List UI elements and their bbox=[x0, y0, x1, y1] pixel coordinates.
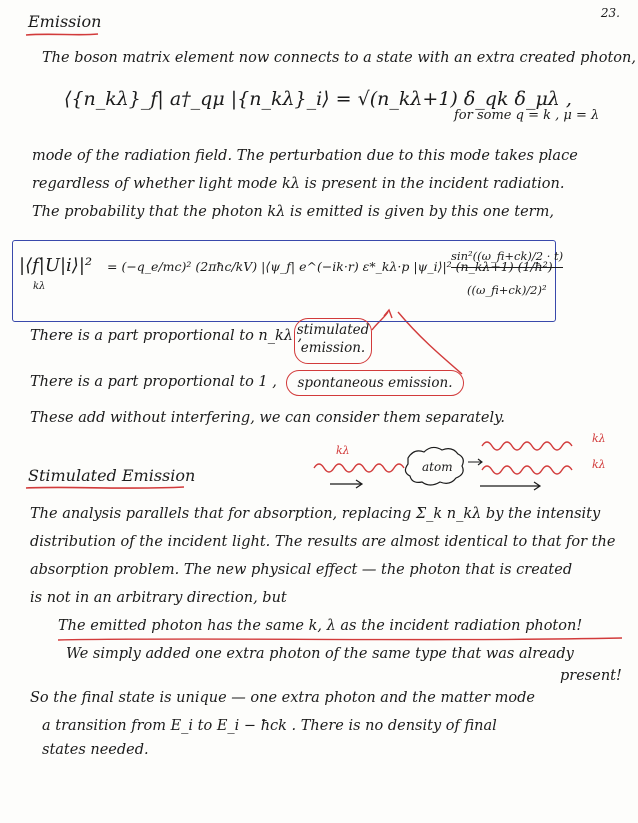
matrix-element-equation: ⟨{n_kλ}_f| a†_qμ |{n_kλ}_i⟩ = √(n_kλ+1) δ_qk δ_μλ , bbox=[64, 88, 572, 110]
stimulated-para-4: is not in an arbitrary direction, but bbox=[30, 590, 287, 606]
stimulated-para-9: states needed. bbox=[42, 742, 149, 758]
incident-arrow bbox=[330, 480, 362, 488]
matrix-condition: for some q = k , μ = λ bbox=[454, 108, 600, 123]
emitted-photon-statement: The emitted photon has the same k, λ as the incident radiation photon! bbox=[58, 618, 583, 634]
spontaneous-emission-label: spontaneous emission. bbox=[286, 370, 464, 396]
emitted-wave-top bbox=[482, 442, 572, 450]
emitted-underline bbox=[58, 638, 622, 640]
stimulated-heading: Stimulated Emission bbox=[28, 466, 196, 485]
stimulated-para-2: distribution of the incident light. The results are almost identical to that for the bbox=[30, 534, 616, 550]
emission-probability-formula bbox=[12, 240, 564, 322]
page-number: 23. bbox=[600, 6, 620, 20]
incident-wave bbox=[314, 464, 404, 472]
stimulated-para-6: We simply added one extra photon of the same type that was already bbox=[66, 646, 574, 662]
stimulated-para-7: So the final state is unique — one extra photon and the matter mode bbox=[30, 690, 536, 706]
separate-text: These add without interfering, we can consider them separately. bbox=[30, 410, 505, 426]
stimulated-underline bbox=[26, 487, 184, 488]
atom-arrow bbox=[468, 459, 482, 465]
emission-line-2: regardless of whether light mode kλ is present in the incident radiation. bbox=[32, 176, 565, 192]
emission-heading: Emission bbox=[28, 12, 102, 31]
part-spontaneous-text: There is a part proportional to 1 , bbox=[30, 374, 277, 390]
emitted-arrow bbox=[480, 482, 540, 490]
emission-intro: The boson matrix element now connects to a state with an extra created photon, bbox=[42, 50, 636, 66]
emitted-wave-label-bottom: kλ bbox=[592, 458, 606, 471]
stimulated-para-8: a transition from E_i to E_i − ħck . There is no density of final bbox=[42, 718, 497, 734]
formula-lhs: |⟨f|U|i⟩|² bbox=[19, 255, 93, 276]
emitted-wave-bottom bbox=[482, 466, 572, 474]
formula-fraction-numerator: sin²((ω_fi+ck)/2 · t) bbox=[451, 249, 563, 268]
emitted-wave-label-top: kλ bbox=[592, 432, 606, 445]
stimulated-para-1: The analysis parallels that for absorption, replacing Σ_k n_kλ by the intensity bbox=[30, 506, 601, 522]
emission-line-1: mode of the radiation field. The perturbation due to this mode takes place bbox=[32, 148, 578, 164]
stimulated-emission-label: stimulated emission. bbox=[294, 318, 372, 364]
formula-lhs-sub: kλ bbox=[33, 281, 46, 292]
stimulated-para-3: absorption problem. The new physical effect — the photon that is created bbox=[30, 562, 573, 578]
atom-label: atom bbox=[422, 460, 453, 474]
part-stimulated-text: There is a part proportional to n_kλ , bbox=[30, 328, 303, 344]
emission-underline bbox=[26, 34, 98, 35]
emission-line-3: The probability that the photon kλ is emitted is given by this one term, bbox=[32, 204, 554, 220]
formula-middle: = (−q_e/mc)² (2πħc/kV) |⟨ψ_f| e^(−ik·r) ε*_kλ·p |ψ_i⟩|² (n_kλ+1) (1/ħ²) bbox=[107, 259, 553, 274]
formula-fraction-denominator: ((ω_fi+ck)/2)² bbox=[467, 283, 547, 297]
incident-wave-label: kλ bbox=[336, 444, 350, 457]
stimulated-para-6b: present! bbox=[560, 668, 622, 684]
